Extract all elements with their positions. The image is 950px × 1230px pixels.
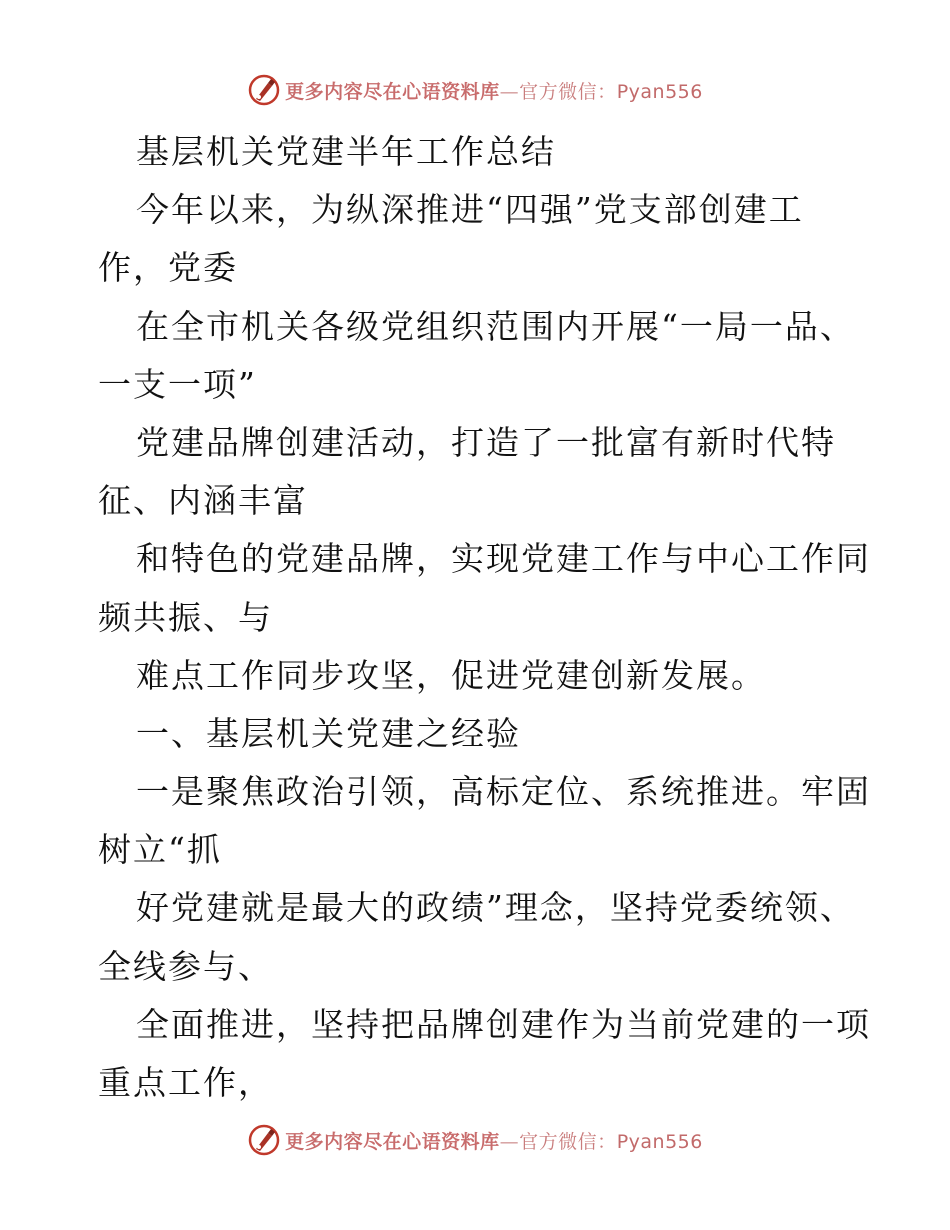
paragraph-line: 重点工作，: [98, 1063, 273, 1102]
paragraph-line: 全线参与、: [98, 946, 273, 986]
watermark-dash: —: [499, 80, 520, 103]
paragraph-line: 党建品牌创建活动，打造了一批富有新时代特: [136, 422, 836, 462]
pen-logo-icon: [247, 1123, 281, 1157]
paragraph-line: 频共振、与: [98, 597, 273, 637]
watermark-dash: —: [499, 1130, 520, 1153]
watermark-label: 官方微信：: [519, 1130, 617, 1153]
header-watermark: [0, 70, 950, 110]
paragraph-line: 一是聚焦政治引领，高标定位、系统推进。牢固: [136, 772, 871, 812]
watermark-label: 官方微信：: [519, 80, 617, 103]
paragraph-line: 征、内涵丰富: [98, 481, 308, 521]
watermark-id: Pyan556: [616, 80, 703, 103]
watermark-text: [285, 77, 703, 104]
paragraph-line: 树立“抓: [98, 830, 222, 870]
footer-watermark: [0, 1120, 950, 1160]
paragraph-line: 全面推进，坚持把品牌创建作为当前党建的一项: [136, 1004, 871, 1044]
watermark-text: [285, 1127, 703, 1154]
watermark-id: Pyan556: [616, 1130, 703, 1153]
pen-logo-icon: [247, 73, 281, 107]
watermark-brand: 更多内容尽在心语资料库: [285, 80, 500, 103]
watermark-brand: 更多内容尽在心语资料库: [285, 1130, 500, 1153]
document-body: [98, 123, 871, 1112]
paragraph-line: 在全市机关各级党组织范围内开展“一局一品、: [136, 306, 855, 346]
paragraph-line: 好党建就是最大的政绩”理念，坚持党委统领、: [136, 888, 855, 928]
paragraph-line: 和特色的党建品牌，实现党建工作与中心工作同: [136, 539, 871, 579]
paragraph-line: 作，党委: [98, 248, 238, 288]
section-heading: 一、基层机关党建之经验: [136, 713, 521, 753]
document-title: 基层机关党建半年工作总结: [136, 132, 556, 171]
paragraph-line: 今年以来，为纵深推进“四强”党支部创建工: [136, 190, 804, 230]
paragraph-line: 一支一项”: [98, 364, 257, 404]
paragraph-line: 难点工作同步攻坚，促进党建创新发展。: [136, 655, 766, 695]
